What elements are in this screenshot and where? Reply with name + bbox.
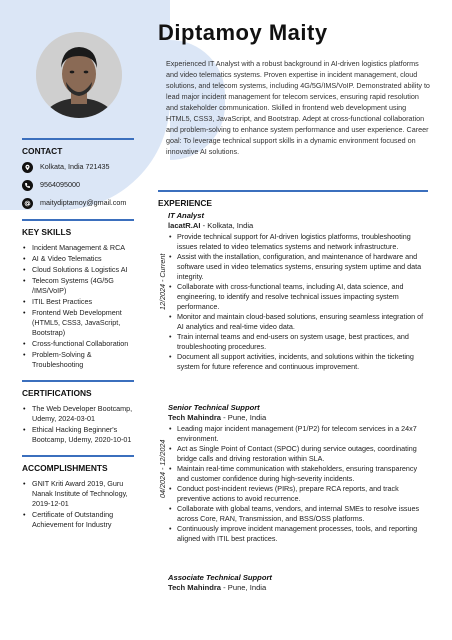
job-company-line <box>168 221 430 231</box>
accomplishment-item: • Certificate of Outstanding Achievement for Industry <box>32 510 134 530</box>
job-dates-text: 12/2024 - Current <box>158 253 167 310</box>
job-entry <box>158 572 430 594</box>
job-company: lacatR.AI <box>168 221 201 230</box>
job-content <box>168 572 430 593</box>
job-title: Senior Technical Support <box>168 403 260 412</box>
job-title: Associate Technical Support <box>168 573 272 582</box>
accomplishments-heading: ACCOMPLISHMENTS <box>22 455 134 473</box>
skill-item: • Problem-Solving & Troubleshooting <box>32 350 134 370</box>
job-bullet: • Act as Single Point of Contact (SPOC) during service outages, coordinating bridge calls and driving restoration within SLA. <box>177 444 430 464</box>
skills-heading: KEY SKILLS <box>22 219 134 237</box>
job-bullet: • Collaborate with cross-functional teams, including AI, data science, and engineering, to identify and resolve technical issues impacting system performance. <box>177 282 430 312</box>
job-dates-text: 04/2024 - 12/2024 <box>158 439 167 498</box>
job-content <box>168 402 430 544</box>
job-bullet: • Assist with the installation, configuration, and maintenance of hardware and software used in video telematics systems, ensuring system uptime and data integrity. <box>177 252 430 282</box>
job-company-line <box>168 583 430 593</box>
skill-item: • Frontend Web Development (HTML5, CSS3, JavaScript, Bootstrap) <box>32 308 134 338</box>
accomplishments-section <box>22 455 134 530</box>
certification-item: • The Web Developer Bootcamp, Udemy, 2024-03-01 <box>32 404 134 424</box>
contact-phone <box>22 180 134 191</box>
job-bullet: • Leading major incident management (P1/P2) for telecom services in a 24x7 environment. <box>177 424 430 444</box>
email-link[interactable]: maitydiptamoy@gmail.com <box>40 198 127 207</box>
job-location: - Pune, India <box>221 583 267 592</box>
job-bullets <box>168 232 430 372</box>
skill-item: • ITIL Best Practices <box>32 297 134 307</box>
job-bullet: • Conduct post-incident reviews (PIRs), prepare RCA reports, and track preventive actions to avoid recurrence. <box>177 484 430 504</box>
contact-email[interactable] <box>22 198 134 209</box>
location-pin-icon <box>22 162 33 173</box>
skills-section <box>22 219 134 370</box>
job-location: - Kolkata, India <box>200 221 254 230</box>
certification-item: • Ethical Hacking Beginner's Bootcamp, Udemy, 2020-10-01 <box>32 425 134 445</box>
job-bullet: • Collaborate with global teams, vendors, and internal SMEs to resolve issues across Core, RAN, Transmission, and BSS/OSS platforms. <box>177 504 430 524</box>
location-text: Kolkata, India 721435 <box>40 162 110 171</box>
job-dates <box>158 210 168 320</box>
skills-list <box>22 243 134 370</box>
experience-heading: EXPERIENCE <box>158 190 428 208</box>
skill-item: • Incident Management & RCA <box>32 243 134 253</box>
certifications-heading: CERTIFICATIONS <box>22 380 134 398</box>
job-entry <box>158 402 430 544</box>
certifications-section <box>22 380 134 445</box>
job-location: - Pune, India <box>221 413 267 422</box>
certifications-list <box>22 404 134 445</box>
job-company-line <box>168 413 430 423</box>
accomplishments-list <box>22 479 134 530</box>
job-bullet: • Maintain real-time communication with stakeholders, ensuring transparency and customer confidence during high-severity incidents. <box>177 464 430 484</box>
accomplishment-item: • GNIT Kriti Award 2019, Guru Nanak Institute of Technology, 2019-12-01 <box>32 479 134 509</box>
phone-text: 9564095000 <box>40 180 80 189</box>
profile-photo <box>36 32 122 118</box>
skill-item: • Cloud Solutions & Logistics AI <box>32 265 134 275</box>
job-dates <box>158 402 168 512</box>
candidate-name: Diptamoy Maity <box>158 20 328 45</box>
skill-item: • Telecom Systems (4G/5G /IMS/VoIP) <box>32 276 134 296</box>
contact-location <box>22 162 134 173</box>
job-bullet: • Train internal teams and end-users on system usage, best practices, and troubleshooting procedures. <box>177 332 430 352</box>
job-bullet: • Monitor and maintain cloud-based solutions, ensuring seamless integration of AI analytics and real-time video data. <box>177 312 430 332</box>
left-column <box>22 138 134 540</box>
job-bullet: • Document all support activities, incidents, and solutions within the ticketing system for future reference and continuous improvement. <box>177 352 430 372</box>
job-company: Tech Mahindra <box>168 583 222 592</box>
job-bullet: • Continuously improve incident management processes, tools, and reporting aligned with ITIL best practices. <box>177 524 430 544</box>
contact-section <box>22 138 134 209</box>
job-title: IT Analyst <box>168 211 205 220</box>
professional-summary: Experienced IT Analyst with a robust background in AI-driven logistics platforms and video telematics systems. Proven expertise in incident management, cloud solutions, and telecom systems, including 4G/5G/IMS/VoIP. Demonstrated ability to lead major incident management for telecom services, ensuring rapid resolution and stakeholder communication. Skilled in frontend web development using HTML5, CSS3, JavaScript, and Bootstrap. Adept at cross-functional collaboration and problem-solving to enhance system performance and user experience. Career goal: To leverage technical support skills in a dynamic environment focused on innovative AI solutions. <box>166 59 430 156</box>
phone-icon <box>22 180 33 191</box>
skill-item: • AI & Video Telematics <box>32 254 134 264</box>
job-bullets <box>168 424 430 544</box>
at-sign-icon <box>22 198 33 209</box>
job-entry <box>158 210 430 372</box>
contact-heading: CONTACT <box>22 138 134 156</box>
job-company: Tech Mahindra <box>168 413 222 422</box>
job-bullet: • Provide technical support for AI-driven logistics platforms, troubleshooting issues related to video telematics systems and network infrastructure. <box>177 232 430 252</box>
job-content <box>168 210 430 372</box>
skill-item: • Cross-functional Collaboration <box>32 339 134 349</box>
